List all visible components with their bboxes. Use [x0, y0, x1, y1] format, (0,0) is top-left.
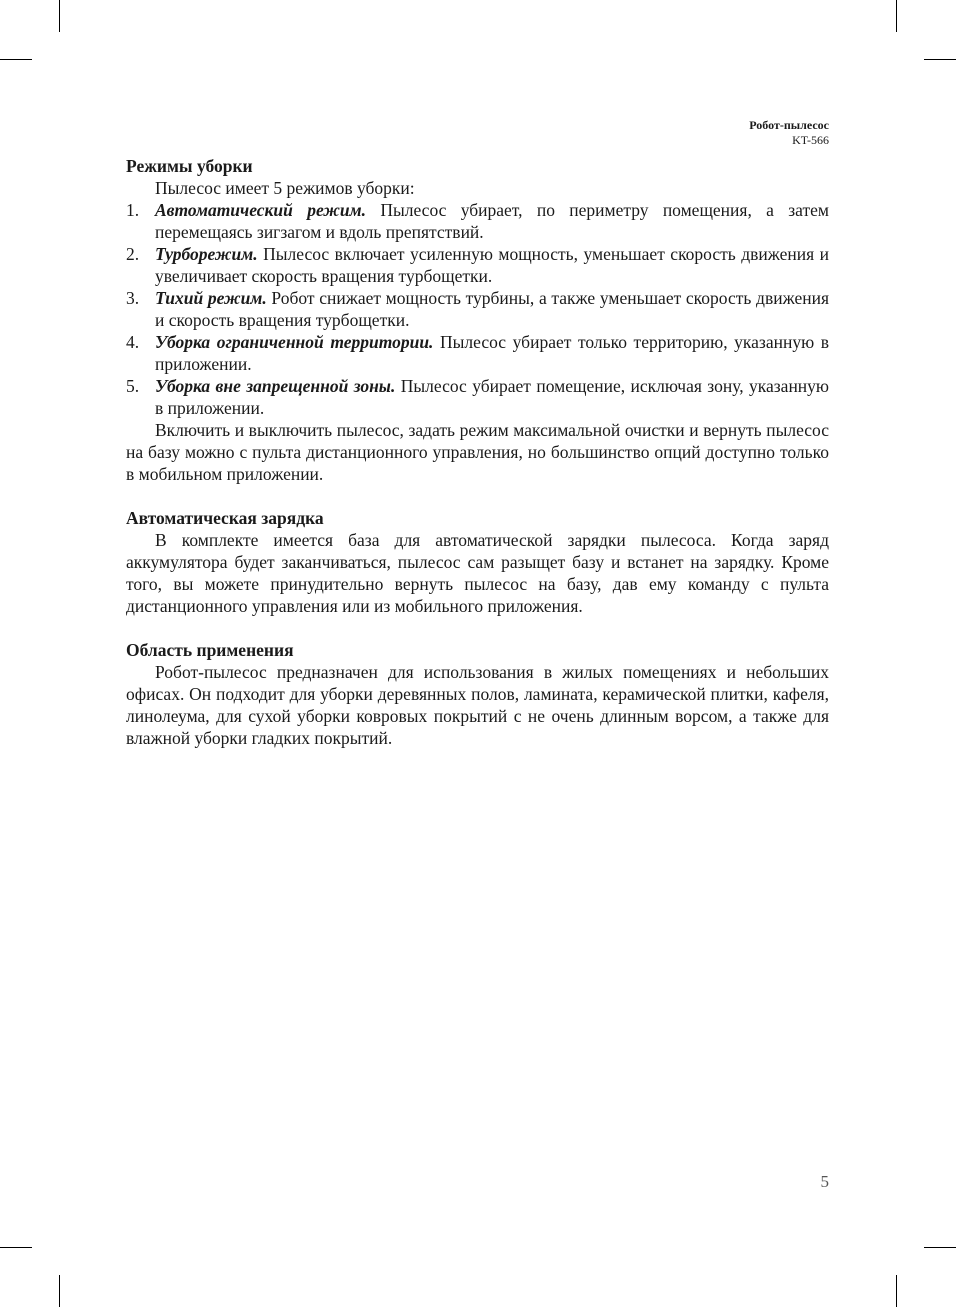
modes-outro: Включить и выключить пылесос, задать режим максимальной очистки и вернуть пылесос на базу можно с пульта дистанционного управления, но большинство опций доступно только в мобильном приложении. [126, 420, 829, 484]
section-title-usage: Область применения [126, 640, 294, 660]
section-title-charging: Автоматическая зарядка [126, 508, 324, 528]
list-item-text: Пылесос убирает помещение, исключая зону, указанную в приложении. [155, 376, 829, 418]
crop-mark-top-right [896, 0, 897, 32]
modes-intro: Пылесос имеет 5 режимов уборки: [155, 178, 415, 198]
section-title-modes: Режимы уборки [126, 156, 253, 176]
usage-section [126, 639, 829, 749]
crop-mark-left-top [0, 59, 32, 60]
page-number: 5 [820, 1172, 829, 1191]
page-header [749, 118, 829, 148]
modes-section [126, 155, 829, 485]
charging-body: В комплекте имеется база для автоматической зарядки пылесоса. Когда заряд аккумулятора будет заканчиваться, пылесос сам разыщет базу и встанет на зарядку. Кроме того, вы можете принудительно вернуть пылесос на базу, дав ему команду с пульта дистанционного управления или из мобильного приложения. [126, 530, 829, 616]
list-item-term: Уборка ограниченной территории. [155, 332, 434, 352]
list-item-text: Пылесос включает усиленную мощность, уменьшает скорость движения и увеличивает скорость вращения турбощетки. [155, 244, 829, 286]
list-item-term: Автоматический режим. [155, 200, 367, 220]
list-item-term: Турборежим. [155, 244, 258, 264]
product-model: KT-566 [792, 133, 829, 147]
list-item-text: Пылесос убирает, по периметру помещения, а затем перемещаясь зигзагом и вдоль препятствий. [155, 200, 829, 242]
product-name: Робот-пылесос [749, 118, 829, 132]
list-item-number: 4. [126, 332, 140, 352]
crop-mark-bottom-right [896, 1275, 897, 1307]
list-item-term: Уборка вне запрещенной зоны. [155, 376, 396, 396]
crop-mark-top-left [59, 0, 60, 32]
list-item [126, 243, 829, 287]
list-item [126, 331, 829, 375]
charging-section [126, 507, 829, 617]
list-item-term: Тихий режим. [155, 288, 267, 308]
list-item [126, 199, 829, 243]
list-item-text: Робот снижает мощность турбины, а также уменьшает скорость движения и скорость вращения турбощетки. [155, 288, 829, 330]
crop-mark-right-bottom [924, 1247, 956, 1248]
crop-mark-right-top [924, 59, 956, 60]
list-item-number: 2. [126, 244, 140, 264]
document-body [126, 155, 829, 749]
list-item-text: Пылесос убирает только территорию, указанную в приложении. [155, 332, 829, 374]
section-spacer [126, 617, 829, 639]
list-item [126, 375, 829, 419]
list-item-number: 1. [126, 200, 140, 220]
section-spacer [126, 485, 829, 507]
crop-mark-bottom-left [59, 1275, 60, 1307]
list-item [126, 287, 829, 331]
crop-mark-left-bottom [0, 1247, 32, 1248]
list-item-number: 3. [126, 288, 140, 308]
modes-list [126, 199, 829, 419]
list-item-number: 5. [126, 376, 140, 396]
usage-body: Робот-пылесос предназначен для использования в жилых помещениях и небольших офисах. Он подходит для уборки деревянных полов, ламината, керамической плитки, кафеля, линолеума, для сухой уборки ковровых покрытий с не очень длинным ворсом, а также для влажной уборки гладких покрытий. [126, 662, 829, 748]
